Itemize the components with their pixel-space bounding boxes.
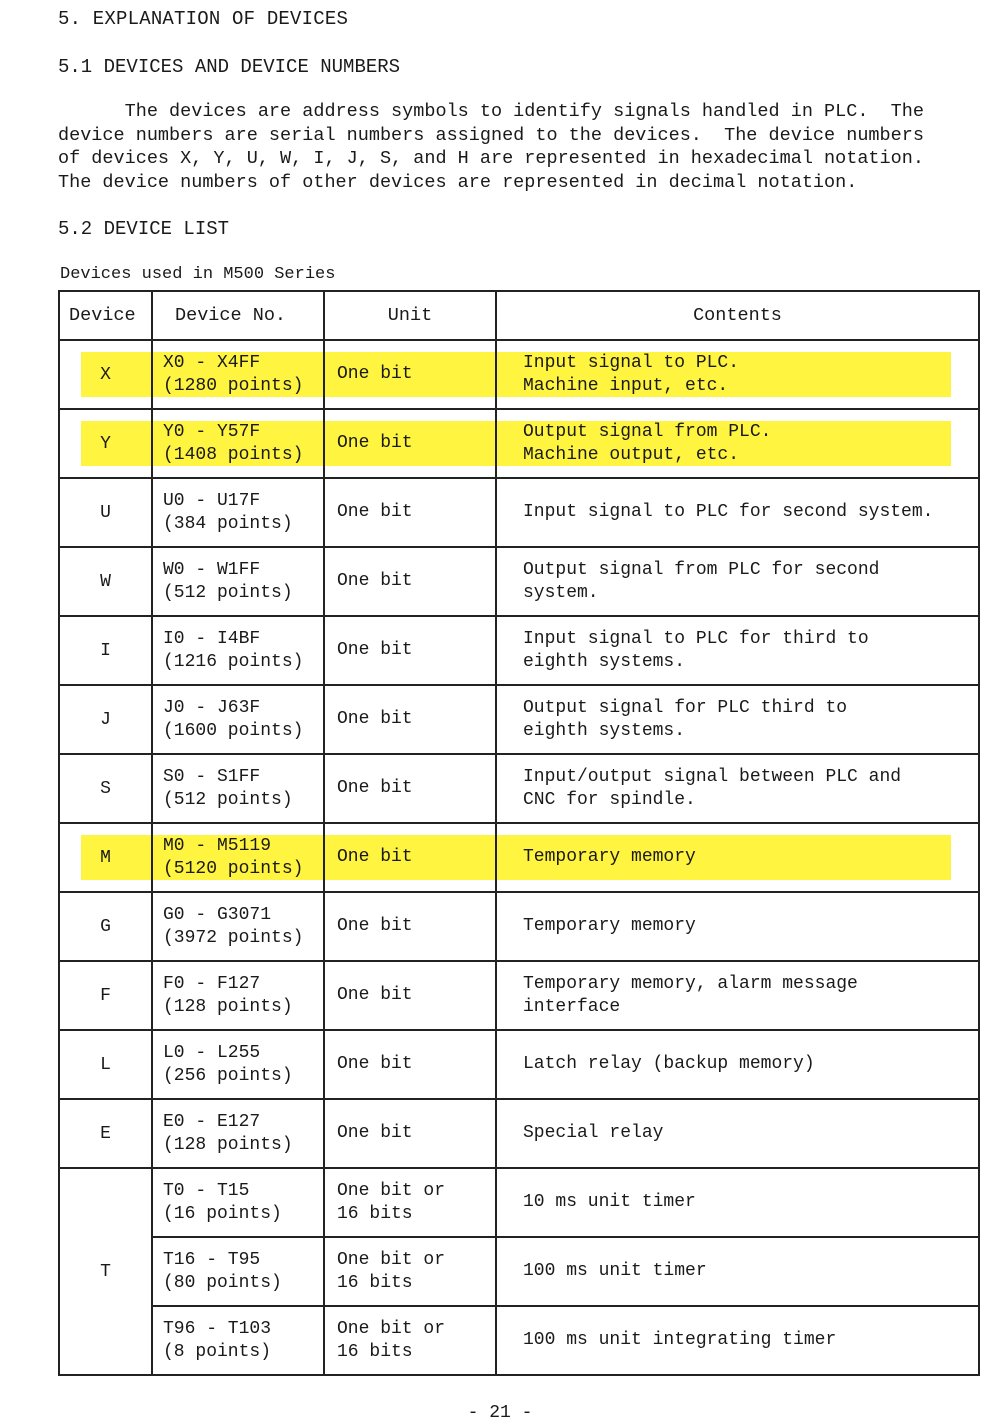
contents-cell bbox=[496, 547, 979, 616]
device-no-cell bbox=[152, 754, 324, 823]
unit-cell bbox=[324, 1237, 496, 1306]
device-no-cell bbox=[152, 340, 324, 409]
unit-cell bbox=[324, 1099, 496, 1168]
section-heading: 5. EXPLANATION OF DEVICES bbox=[58, 8, 349, 30]
header-device: Device bbox=[59, 291, 152, 340]
contents-cell bbox=[496, 616, 979, 685]
unit-text-2: 16 bits bbox=[337, 1341, 413, 1362]
table-row bbox=[59, 1237, 979, 1306]
contents-text: 10 ms unit timer bbox=[523, 1192, 696, 1212]
table-row bbox=[59, 961, 979, 1030]
unit-cell bbox=[324, 823, 496, 892]
device-symbol: M bbox=[100, 847, 111, 868]
device-points: (1600 points) bbox=[163, 720, 304, 741]
table-row bbox=[59, 340, 979, 409]
contents-cell bbox=[496, 685, 979, 754]
device-no-cell bbox=[152, 892, 324, 961]
unit-cell bbox=[324, 409, 496, 478]
unit-cell bbox=[324, 1306, 496, 1375]
unit-text: One bit bbox=[337, 364, 413, 384]
device-cell bbox=[59, 547, 152, 616]
contents-text-2: interface bbox=[523, 996, 621, 1017]
contents-cell bbox=[496, 478, 979, 547]
unit-cell bbox=[324, 616, 496, 685]
contents-text: Special relay bbox=[523, 1123, 664, 1143]
device-symbol: W bbox=[100, 571, 111, 592]
contents-cell bbox=[496, 340, 979, 409]
device-points: (80 points) bbox=[163, 1272, 282, 1293]
subsection-heading-device-list: 5.2 DEVICE LIST bbox=[58, 218, 230, 240]
header-device-no: Device No. bbox=[152, 291, 324, 340]
contents-text: Temporary memory bbox=[523, 916, 696, 936]
contents-text-2: Machine output, etc. bbox=[523, 444, 740, 465]
table-row bbox=[59, 478, 979, 547]
contents-cell bbox=[496, 1030, 979, 1099]
device-symbol: I bbox=[100, 640, 111, 661]
device-range: I0 - I4BF bbox=[163, 628, 261, 649]
device-points: (128 points) bbox=[163, 996, 293, 1017]
contents-cell bbox=[496, 1306, 979, 1375]
device-range: U0 - U17F bbox=[163, 490, 261, 511]
device-points: (384 points) bbox=[163, 513, 293, 534]
device-points: (16 points) bbox=[163, 1203, 282, 1224]
device-points: (8 points) bbox=[163, 1341, 272, 1362]
device-range: S0 - S1FF bbox=[163, 766, 261, 787]
unit-text: One bit bbox=[337, 433, 413, 453]
device-symbol: G bbox=[100, 916, 111, 937]
table-row bbox=[59, 1030, 979, 1099]
header-contents: Contents bbox=[496, 291, 979, 340]
device-range: T0 - T15 bbox=[163, 1180, 250, 1201]
unit-cell bbox=[324, 754, 496, 823]
unit-text: One bit bbox=[337, 571, 413, 591]
table-row bbox=[59, 892, 979, 961]
device-no-cell bbox=[152, 409, 324, 478]
table-row bbox=[59, 1099, 979, 1168]
unit-text: One bit bbox=[337, 1054, 413, 1074]
device-symbol: L bbox=[100, 1054, 111, 1075]
contents-cell bbox=[496, 892, 979, 961]
contents-cell bbox=[496, 1168, 979, 1237]
device-range: Y0 - Y57F bbox=[163, 421, 261, 442]
subsection-heading-devices-numbers: 5.1 DEVICES AND DEVICE NUMBERS bbox=[58, 56, 401, 78]
contents-text: Input signal to PLC for third to bbox=[523, 628, 869, 649]
device-range: M0 - M5119 bbox=[163, 835, 272, 856]
device-symbol: F bbox=[100, 985, 111, 1006]
table-caption: Devices used in M500 Series bbox=[60, 265, 336, 284]
paragraph-line: The device numbers of other devices are represented in decimal notation. bbox=[58, 171, 858, 193]
device-symbol: S bbox=[100, 778, 111, 799]
device-no-cell bbox=[152, 1168, 324, 1237]
header-unit: Unit bbox=[324, 291, 496, 340]
unit-text: One bit bbox=[337, 847, 413, 867]
contents-text: Input signal to PLC. bbox=[523, 352, 740, 373]
device-cell bbox=[59, 1168, 152, 1375]
unit-cell bbox=[324, 685, 496, 754]
device-cell bbox=[59, 892, 152, 961]
device-cell bbox=[59, 754, 152, 823]
table-header-row bbox=[59, 291, 979, 340]
table-row bbox=[59, 616, 979, 685]
table-row bbox=[59, 1168, 979, 1237]
unit-text: One bit or bbox=[337, 1318, 446, 1339]
contents-text: Temporary memory bbox=[523, 847, 696, 867]
device-points: (1280 points) bbox=[163, 375, 304, 396]
device-no-cell bbox=[152, 547, 324, 616]
device-points: (256 points) bbox=[163, 1065, 293, 1086]
device-table bbox=[58, 290, 980, 1376]
intro-paragraph bbox=[58, 100, 978, 194]
device-range: T16 - T95 bbox=[163, 1249, 261, 1270]
contents-text: Output signal from PLC for second bbox=[523, 559, 880, 580]
contents-cell bbox=[496, 754, 979, 823]
unit-cell bbox=[324, 340, 496, 409]
table-row bbox=[59, 409, 979, 478]
device-range: E0 - E127 bbox=[163, 1111, 261, 1132]
device-no-cell bbox=[152, 685, 324, 754]
contents-text: Temporary memory, alarm message bbox=[523, 973, 858, 994]
device-no-cell bbox=[152, 1237, 324, 1306]
contents-cell bbox=[496, 409, 979, 478]
contents-text-2: eighth systems. bbox=[523, 651, 686, 672]
device-cell bbox=[59, 478, 152, 547]
device-symbol: Y bbox=[100, 433, 111, 454]
device-cell bbox=[59, 340, 152, 409]
device-range: T96 - T103 bbox=[163, 1318, 272, 1339]
device-points: (512 points) bbox=[163, 582, 293, 603]
device-points: (512 points) bbox=[163, 789, 293, 810]
unit-text: One bit or bbox=[337, 1180, 446, 1201]
device-range: F0 - F127 bbox=[163, 973, 261, 994]
contents-cell bbox=[496, 961, 979, 1030]
paragraph-line: device numbers are serial numbers assigned to the devices. The device numbers bbox=[58, 124, 924, 146]
device-no-cell bbox=[152, 823, 324, 892]
device-no-cell bbox=[152, 1030, 324, 1099]
device-range: J0 - J63F bbox=[163, 697, 261, 718]
unit-cell bbox=[324, 1168, 496, 1237]
device-no-cell bbox=[152, 616, 324, 685]
unit-text: One bit bbox=[337, 709, 413, 729]
device-range: X0 - X4FF bbox=[163, 352, 261, 373]
contents-text: Output signal for PLC third to bbox=[523, 697, 848, 718]
device-points: (5120 points) bbox=[163, 858, 304, 879]
contents-text: Output signal from PLC. bbox=[523, 421, 772, 442]
device-range: W0 - W1FF bbox=[163, 559, 261, 580]
unit-cell bbox=[324, 478, 496, 547]
page-number: - 21 - bbox=[467, 1403, 533, 1423]
unit-text: One bit bbox=[337, 502, 413, 522]
unit-cell bbox=[324, 892, 496, 961]
device-symbol: X bbox=[100, 364, 111, 385]
device-cell bbox=[59, 616, 152, 685]
device-cell bbox=[59, 1099, 152, 1168]
contents-text: 100 ms unit integrating timer bbox=[523, 1330, 837, 1350]
contents-text: Latch relay (backup memory) bbox=[523, 1054, 815, 1074]
device-points: (1216 points) bbox=[163, 651, 304, 672]
device-points: (128 points) bbox=[163, 1134, 293, 1155]
device-symbol: U bbox=[100, 502, 111, 523]
unit-cell bbox=[324, 1030, 496, 1099]
unit-cell bbox=[324, 547, 496, 616]
device-symbol: E bbox=[100, 1123, 111, 1144]
unit-text: One bit or bbox=[337, 1249, 446, 1270]
device-cell bbox=[59, 409, 152, 478]
table-row bbox=[59, 823, 979, 892]
device-symbol: J bbox=[100, 709, 111, 730]
device-range: L0 - L255 bbox=[163, 1042, 261, 1063]
device-no-cell bbox=[152, 1099, 324, 1168]
contents-text-2: Machine input, etc. bbox=[523, 375, 729, 396]
device-no-cell bbox=[152, 1306, 324, 1375]
contents-text: 100 ms unit timer bbox=[523, 1261, 707, 1281]
unit-cell bbox=[324, 961, 496, 1030]
device-no-cell bbox=[152, 478, 324, 547]
device-points: (1408 points) bbox=[163, 444, 304, 465]
unit-text: One bit bbox=[337, 640, 413, 660]
device-no-cell bbox=[152, 961, 324, 1030]
device-cell bbox=[59, 685, 152, 754]
contents-cell bbox=[496, 1099, 979, 1168]
unit-text: One bit bbox=[337, 916, 413, 936]
device-points: (3972 points) bbox=[163, 927, 304, 948]
unit-text-2: 16 bits bbox=[337, 1272, 413, 1293]
table-body bbox=[59, 340, 979, 1375]
contents-text-2: eighth systems. bbox=[523, 720, 686, 741]
device-symbol: T bbox=[100, 1261, 111, 1282]
unit-text-2: 16 bits bbox=[337, 1203, 413, 1224]
device-cell bbox=[59, 1030, 152, 1099]
paragraph-line: The devices are address symbols to identify signals handled in PLC. The bbox=[58, 101, 924, 122]
paragraph-line: of devices X, Y, U, W, I, J, S, and H are represented in hexadecimal notation. bbox=[58, 148, 924, 169]
device-range: G0 - G3071 bbox=[163, 904, 272, 925]
contents-text: Input signal to PLC for second system. bbox=[523, 502, 934, 522]
table-row bbox=[59, 685, 979, 754]
device-cell bbox=[59, 961, 152, 1030]
unit-text: One bit bbox=[337, 985, 413, 1005]
table-row bbox=[59, 754, 979, 823]
table-row bbox=[59, 547, 979, 616]
table-row bbox=[59, 1306, 979, 1375]
contents-text: Input/output signal between PLC and bbox=[523, 766, 902, 787]
contents-cell bbox=[496, 1237, 979, 1306]
contents-text-2: CNC for spindle. bbox=[523, 789, 696, 810]
unit-text: One bit bbox=[337, 778, 413, 798]
unit-text: One bit bbox=[337, 1123, 413, 1143]
contents-text-2: system. bbox=[523, 582, 599, 603]
contents-cell bbox=[496, 823, 979, 892]
device-cell bbox=[59, 823, 152, 892]
